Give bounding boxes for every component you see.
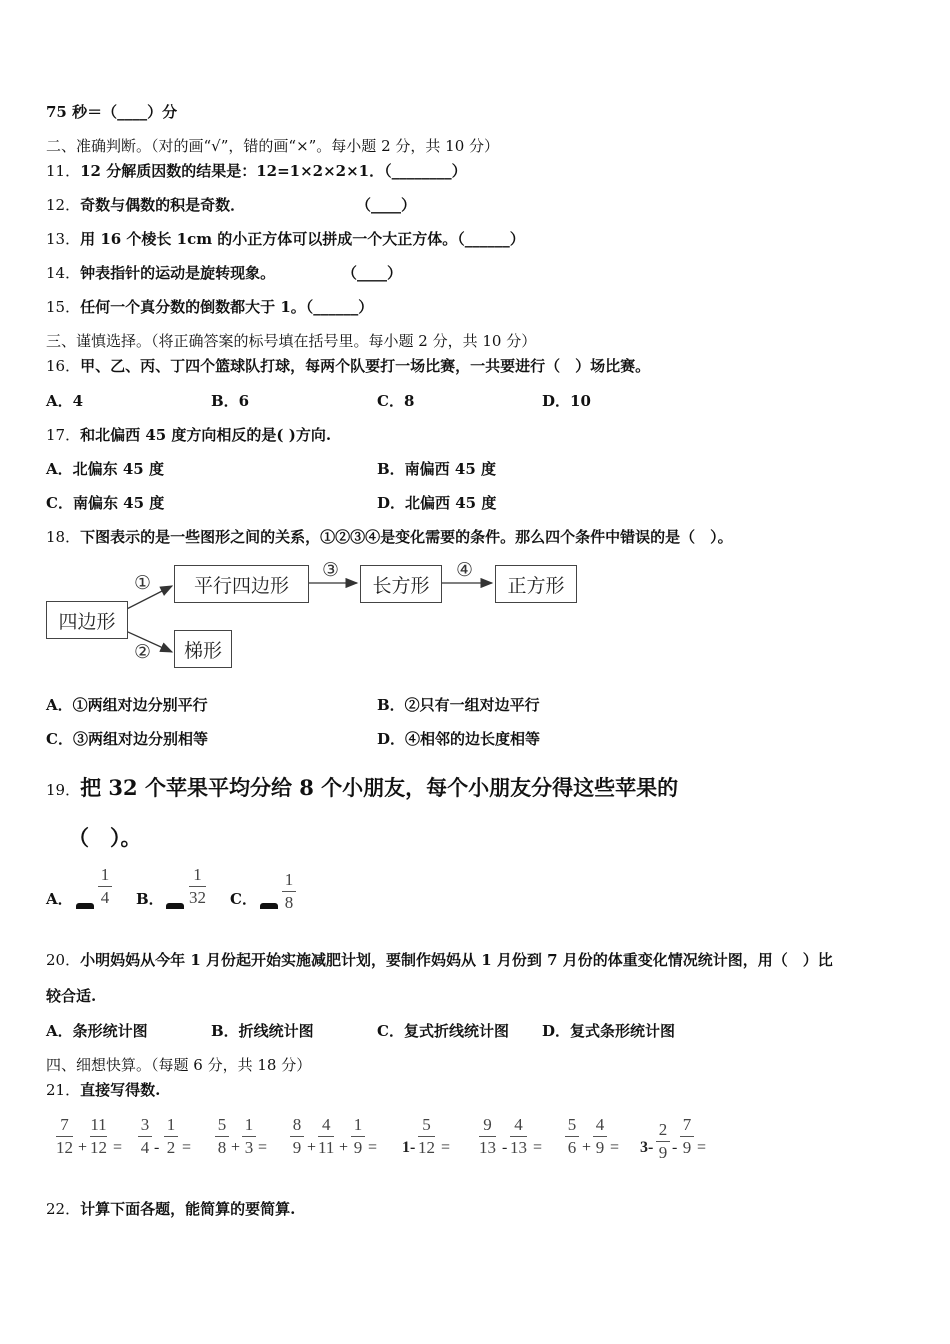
q20-option-a: A．条形统计图	[46, 1022, 148, 1040]
operator: +	[231, 1139, 241, 1156]
q14-text: 钟表指针的运动是旋转现象。	[80, 264, 276, 282]
fraction: 1 9	[351, 1116, 365, 1157]
q14-blank: （____）	[342, 264, 403, 282]
fraction: 9 13	[479, 1115, 496, 1157]
fraction: 11 12	[90, 1115, 107, 1157]
question-20	[46, 950, 833, 970]
operator: =	[368, 1139, 378, 1156]
fraction: 7 9	[680, 1116, 694, 1157]
operator: =	[113, 1139, 123, 1156]
fraction-numerator: 1	[100, 865, 110, 884]
q16-option-d: D．10	[542, 392, 591, 410]
fraction: 3 4	[138, 1116, 152, 1157]
answer-mark-icon	[166, 903, 184, 909]
prev-question: 75 秒＝（____）分	[46, 103, 178, 121]
q16-option-a: A．4	[46, 392, 84, 410]
q12-number: 12．	[46, 196, 81, 214]
q17-text: 和北偏西 45 度方向相反的是( )方向.	[80, 426, 332, 444]
fraction-numerator: 1	[284, 870, 294, 889]
operator: 1-	[402, 1139, 416, 1156]
answer-mark-icon	[260, 903, 278, 909]
section-3-heading: 三、谨慎选择。（将正确答案的标号填在括号里。每小题 2 分，共 10 分）	[46, 332, 537, 350]
condition-1-label: ①	[134, 572, 152, 594]
q19-option-a-label: A．	[46, 890, 73, 908]
box-parallelogram: 平行四边形	[174, 565, 309, 603]
q16-number: 16．	[46, 357, 81, 375]
fraction-denominator: 4	[100, 888, 110, 907]
q17-option-b: B．南偏西 45 度	[377, 460, 496, 478]
fraction: 2 9	[656, 1121, 670, 1162]
box-square: 正方形	[495, 565, 577, 603]
q20-text-continued: 较合适.	[46, 987, 97, 1005]
q18-number: 18．	[46, 528, 81, 546]
fraction-denominator: 8	[284, 893, 294, 912]
question-22	[46, 1199, 295, 1219]
q15-number: 15．	[46, 298, 81, 316]
fraction: 1 2	[164, 1116, 178, 1157]
q13-number: 13．	[46, 230, 81, 248]
q20-text: 小明妈妈从今年 1 月份起开始实施减肥计划，要制作妈妈从 1 月份到 7 月份的体重变化情况统计图，用（ ）比	[80, 951, 833, 969]
operator: =	[697, 1139, 707, 1156]
fraction: 4 9	[593, 1116, 607, 1157]
fraction: 5 8	[215, 1116, 229, 1157]
box-trapezoid: 梯形	[174, 630, 232, 668]
q19-blank: （ ）。	[68, 825, 142, 850]
operator: +	[78, 1139, 88, 1156]
operator: =	[610, 1139, 620, 1156]
box-rectangle: 长方形	[360, 565, 442, 603]
q12-text: 奇数与偶数的积是奇数．	[80, 196, 246, 214]
operator: -	[502, 1139, 508, 1156]
q19-option-b-label: B．	[136, 890, 164, 908]
fraction: 8 9	[290, 1116, 304, 1157]
q18-option-b: B．②只有一组对边平行	[377, 696, 540, 714]
q19-number: 19．	[46, 781, 81, 799]
q13-text: 用 16 个棱长 1cm 的小正方体可以拼成一个大正方体。（______）	[80, 230, 525, 248]
q19-option-c-fraction	[282, 871, 296, 912]
condition-4-label: ④	[456, 559, 474, 581]
fraction: 7 12	[56, 1115, 73, 1157]
q19-text: 把 32 个苹果平均分给 8 个小朋友，每个小朋友分得这些苹果的	[80, 775, 679, 800]
q21-text: 直接写得数.	[80, 1081, 161, 1099]
fraction: 5 12	[418, 1115, 435, 1157]
operator: +	[339, 1139, 349, 1156]
q18-text: 下图表示的是一些图形之间的关系，①②③④是变化需要的条件。那么四个条件中错误的是（ ）。	[80, 528, 733, 546]
operator: =	[182, 1139, 192, 1156]
q17-number: 17．	[46, 426, 81, 444]
q21-number: 21．	[46, 1081, 81, 1099]
fraction: 5 6	[565, 1116, 579, 1157]
condition-2-label: ②	[134, 641, 152, 663]
q20-option-d: D．复式条形统计图	[542, 1022, 676, 1040]
q22-text: 计算下面各题，能简算的要简算.	[80, 1200, 296, 1218]
q17-option-c: C．南偏东 45 度	[46, 494, 165, 512]
q19-option-a-fraction	[98, 866, 112, 907]
q17-option-d: D．北偏西 45 度	[377, 494, 497, 512]
q16-option-c: C．8	[377, 392, 415, 410]
fraction: 1 3	[242, 1116, 256, 1157]
q11-text: 12 分解质因数的结果是：12=1×2×2×1．（________）	[80, 162, 467, 180]
operator: 3-	[640, 1139, 654, 1156]
q20-option-c: C．复式折线统计图	[377, 1022, 509, 1040]
box-quadrilateral: 四边形	[46, 601, 128, 639]
condition-3-label: ③	[322, 559, 340, 581]
q19-option-b-fraction	[189, 866, 206, 907]
q12-blank: （____）	[356, 196, 417, 214]
operator: =	[441, 1139, 451, 1156]
q16-text: 甲、乙、丙、丁四个篮球队打球，每两个队要打一场比赛，一共要进行（ ）场比赛。	[80, 357, 651, 375]
q18-option-a: A．①两组对边分别平行	[46, 696, 208, 714]
answer-mark-icon	[76, 903, 94, 909]
q22-number: 22．	[46, 1200, 81, 1218]
q20-option-b: B．折线统计图	[211, 1022, 314, 1040]
q15-text: 任何一个真分数的倒数都大于 1。（______）	[80, 298, 374, 316]
section-2-heading: 二、准确判断。（对的画“√”，错的画“×”。每小题 2 分，共 10 分）	[46, 137, 500, 155]
q20-number: 20．	[46, 951, 81, 969]
q11-number: 11．	[46, 162, 81, 180]
section-4-heading: 四、细想快算。（每题 6 分，共 18 分）	[46, 1056, 312, 1074]
question-19	[46, 775, 678, 803]
operator: =	[258, 1139, 268, 1156]
q18-option-d: D．④相邻的边长度相等	[377, 730, 541, 748]
operator: +	[582, 1139, 592, 1156]
fraction: 4 11	[318, 1115, 335, 1157]
operator: -	[154, 1139, 160, 1156]
operator: +	[307, 1139, 317, 1156]
question-21	[46, 1080, 160, 1100]
q19-option-c-label: C．	[230, 890, 257, 908]
operator: =	[533, 1139, 543, 1156]
operator: -	[672, 1139, 678, 1156]
fraction: 4 13	[510, 1115, 527, 1157]
q18-option-c: C．③两组对边分别相等	[46, 730, 208, 748]
q16-option-b: B．6	[211, 392, 250, 410]
fraction-numerator: 1	[193, 865, 202, 884]
q14-number: 14．	[46, 264, 81, 282]
q17-option-a: A．北偏东 45 度	[46, 460, 164, 478]
fraction-denominator: 32	[189, 888, 206, 907]
